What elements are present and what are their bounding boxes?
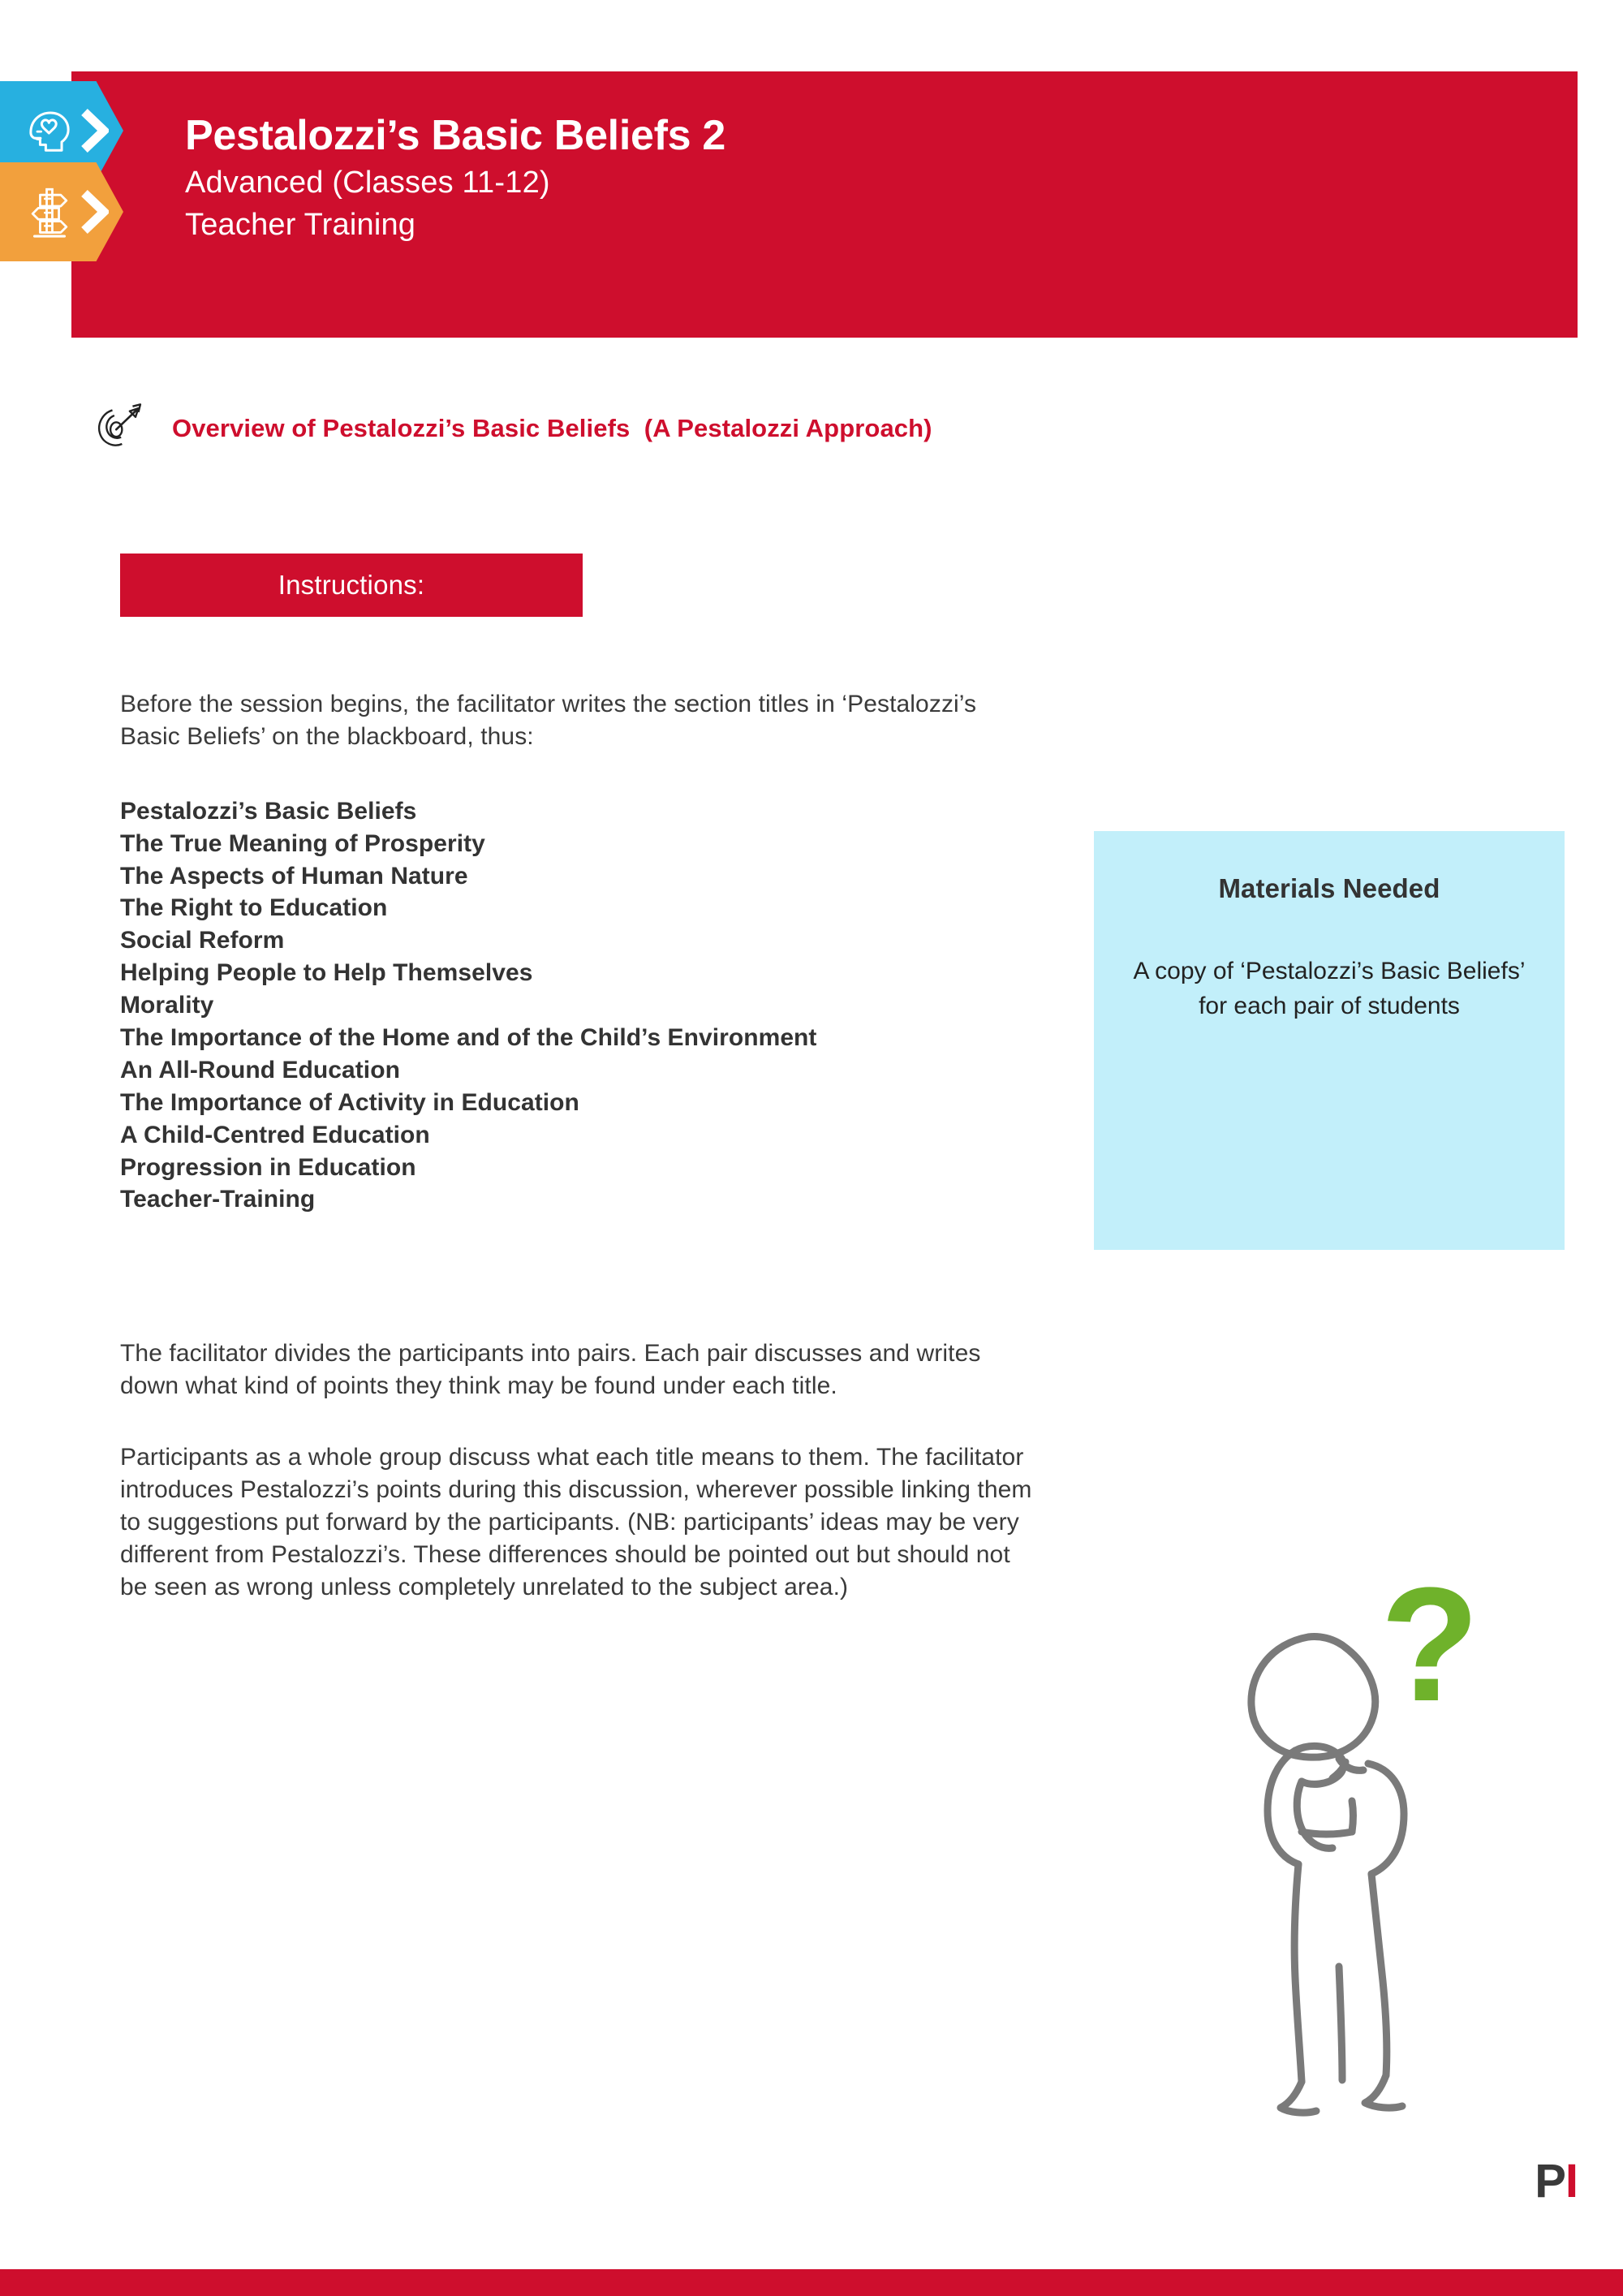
header-subtitle-audience: Teacher Training bbox=[185, 207, 416, 242]
list-item: The Right to Education bbox=[120, 894, 388, 922]
list-item: The Importance of the Home and of the Child’s Environment bbox=[120, 1024, 817, 1052]
materials-needed-title: Materials Needed bbox=[1218, 873, 1440, 903]
question-mark-glyph: ? bbox=[1380, 1579, 1480, 1735]
overview-heading-row bbox=[89, 398, 932, 459]
list-item: Morality bbox=[120, 992, 214, 1019]
chevron-right-icon bbox=[81, 109, 109, 153]
list-item: The True Meaning of Prosperity bbox=[120, 829, 485, 857]
list-item: A Child-Centred Education bbox=[120, 1121, 430, 1148]
list-item: Helping People to Help Themselves bbox=[120, 959, 533, 987]
list-item: Social Reform bbox=[120, 927, 285, 954]
head-heart-icon bbox=[19, 101, 80, 161]
beliefs-title-list bbox=[120, 795, 1037, 1217]
list-item: Pestalozzi’s Basic Beliefs bbox=[120, 797, 417, 825]
logo-letter-i: I bbox=[1565, 2155, 1578, 2208]
list-item: Progression in Education bbox=[120, 1153, 416, 1181]
paragraph-group-discussion: Participants as a whole group discuss what each title means to them. The facilitator introduces Pestalozzi’s points during this discussion, wherever possible linking them to suggestions put forward by the participants. (NB: participants’ ideas may be very different from Pestalozzi’s. These differences should be pointed out but should not be seen as wrong unless completely unrelated to the subject area.) bbox=[120, 1444, 1032, 1600]
signpost-icon bbox=[19, 182, 80, 242]
header-subtitle-level: Advanced (Classes 11-12) bbox=[185, 166, 550, 200]
page-title: Pestalozzi’s Basic Beliefs 2 bbox=[185, 112, 726, 159]
materials-needed-body: A copy of ‘Pestalozzi’s Basic Beliefs’ for each pair of students bbox=[1133, 958, 1526, 1019]
intro-paragraph: Before the session begins, the facilitator writes the section titles in ‘Pestalozzi’s Basic Beliefs’ on the blackboard, thus: bbox=[120, 691, 977, 750]
footer-accent-bar bbox=[0, 2269, 1623, 2296]
target-arrow-icon bbox=[89, 398, 151, 459]
badge-signpost bbox=[0, 162, 123, 261]
list-item: An All-Round Education bbox=[120, 1056, 400, 1083]
instructions-body bbox=[120, 688, 1037, 1604]
pi-logo bbox=[1535, 2155, 1578, 2208]
overview-title: Overview of Pestalozzi’s Basic Beliefs (A Pestalozzi Approach) bbox=[172, 414, 932, 442]
list-item: The Aspects of Human Nature bbox=[120, 862, 468, 890]
instructions-banner bbox=[120, 554, 583, 617]
logo-letter-p: P bbox=[1535, 2155, 1565, 2208]
materials-needed-box bbox=[1094, 831, 1565, 1250]
instructions-banner-label: Instructions: bbox=[278, 570, 425, 600]
list-item: The Importance of Activity in Education bbox=[120, 1088, 579, 1116]
thinking-person-illustration bbox=[1217, 1579, 1493, 2122]
paragraph-pairs: The facilitator divides the participants into pairs. Each pair discusses and writes down what kind of points they think may be found under each title. bbox=[120, 1340, 981, 1400]
list-item: Teacher-Training bbox=[120, 1186, 316, 1213]
chevron-right-icon bbox=[81, 190, 109, 234]
header-text-block bbox=[185, 112, 1402, 246]
